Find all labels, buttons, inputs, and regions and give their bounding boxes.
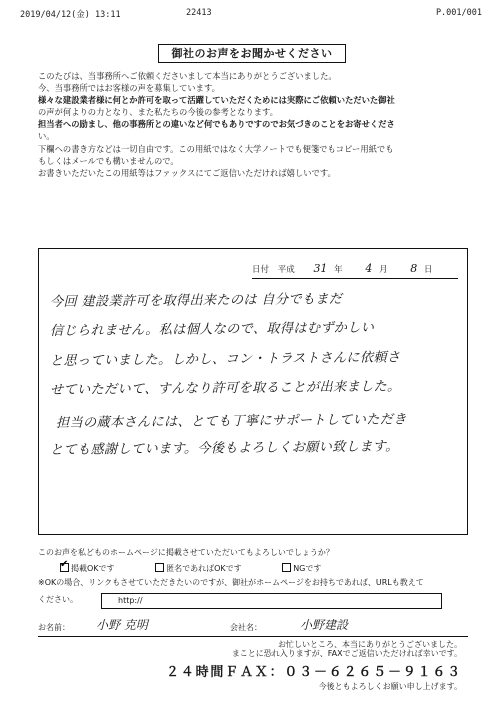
- intro-line: 担当者への励まし、他の事務所との違いなど何でもありですのでお気づきのことをお寄せくださ: [38, 119, 395, 130]
- company-value[interactable]: 小野建設: [300, 618, 349, 632]
- intro-line: このたびは、当事務所へご依頼くださいまして本当にありがとうございました。: [38, 71, 337, 81]
- company-label: 会社名：: [230, 623, 262, 632]
- fax-page: P.001/001: [435, 8, 482, 18]
- intro-line: もしくはメールでも構いませんので。: [38, 155, 179, 166]
- handwritten-line: 今回 建設業許可を取得出来たのは 自分でもまだ: [49, 291, 343, 310]
- name-value[interactable]: 小野 克明: [96, 618, 148, 632]
- date-day-unit: 日: [423, 265, 433, 275]
- intro-line: 下欄への書き方などは一切自由です。この用紙ではなく大学ノートでも便箋でもコピー用紙でも: [38, 143, 394, 154]
- intro-line: い。: [38, 131, 55, 142]
- fax-datetime: 2019/04/12(金) 13:11: [20, 10, 121, 20]
- intro-line: の声が何よりの力となり、また私たちの今後の参考となります。: [38, 107, 278, 118]
- date-underline: [252, 278, 458, 279]
- handwritten-line: せていただいて、すんなり許可を取ることが出来ました。: [49, 379, 401, 398]
- permission-question: このお声を私どものホームページに掲載させていただいてもよろしいでしょうか？: [38, 548, 334, 557]
- url-field[interactable]: http://: [101, 593, 442, 609]
- handwritten-line: と思っていました。しかし、コン・トラストさんに依頼さ: [49, 350, 401, 369]
- intro-line: 様々な建設業者様に何とか許可を取って活躍していただくためには実際にご依頼いただいた御社: [38, 95, 395, 106]
- date-line: [252, 262, 433, 275]
- fax-request: まことに恐れ入りますが、FAXでご返信いただければ幸いです。: [231, 649, 462, 658]
- option-anonymous[interactable]: 匿名であればOKです: [155, 564, 242, 573]
- closing-line: 今後ともよろしくお願い申し上げます。: [318, 682, 462, 691]
- fax-number-big: ２４時間ＦＡＸ：０３－６２６５－９１６３: [165, 665, 462, 680]
- date-year-unit: 年: [334, 265, 343, 275]
- link-note-cont: ください。: [38, 595, 78, 604]
- handwritten-line: 担当の蔵本さんには、とても丁寧にサポートしていただき: [55, 412, 407, 431]
- signature-row: [38, 616, 468, 637]
- permission-options: [60, 563, 359, 574]
- checkbox-icon[interactable]: [155, 563, 164, 572]
- handwritten-line: とても感謝しています。今後もよろしくお願い致します。: [49, 439, 399, 458]
- name-label: お名前：: [38, 623, 70, 632]
- thanks-line: お忙しいところ、本当にありがとうございました。: [278, 640, 462, 649]
- intro-text: [38, 70, 468, 179]
- date-era: 平成: [277, 265, 295, 275]
- date-day: 8: [410, 262, 418, 275]
- intro-line: 今、当事務所ではお客様の声を募集しています。: [38, 83, 220, 94]
- option-ok[interactable]: ✔掲載OKです: [60, 564, 115, 573]
- date-year: 31: [313, 262, 328, 275]
- date-month: 4: [365, 262, 373, 275]
- checkbox-icon[interactable]: [282, 563, 291, 572]
- form-title: 御社のお声をお聞かせください: [158, 44, 346, 63]
- date-label: 日付: [252, 265, 270, 275]
- link-note: ※OKの場合、リンクもさせていただきたいのですが、御社がホームページをお持ちであれば、URLも教えて: [38, 578, 424, 587]
- checkbox-checked-icon[interactable]: [60, 563, 69, 572]
- date-month-unit: 月: [379, 265, 388, 275]
- intro-line: お書きいただいたこの用紙等はファックスにてご返信いただければ嬉しいです。: [38, 167, 336, 178]
- fax-number: 22413: [186, 8, 212, 18]
- handwritten-line: 信じられません。私は個人なので、取得はむずかしい: [49, 320, 375, 339]
- option-ng[interactable]: NGです: [282, 564, 321, 573]
